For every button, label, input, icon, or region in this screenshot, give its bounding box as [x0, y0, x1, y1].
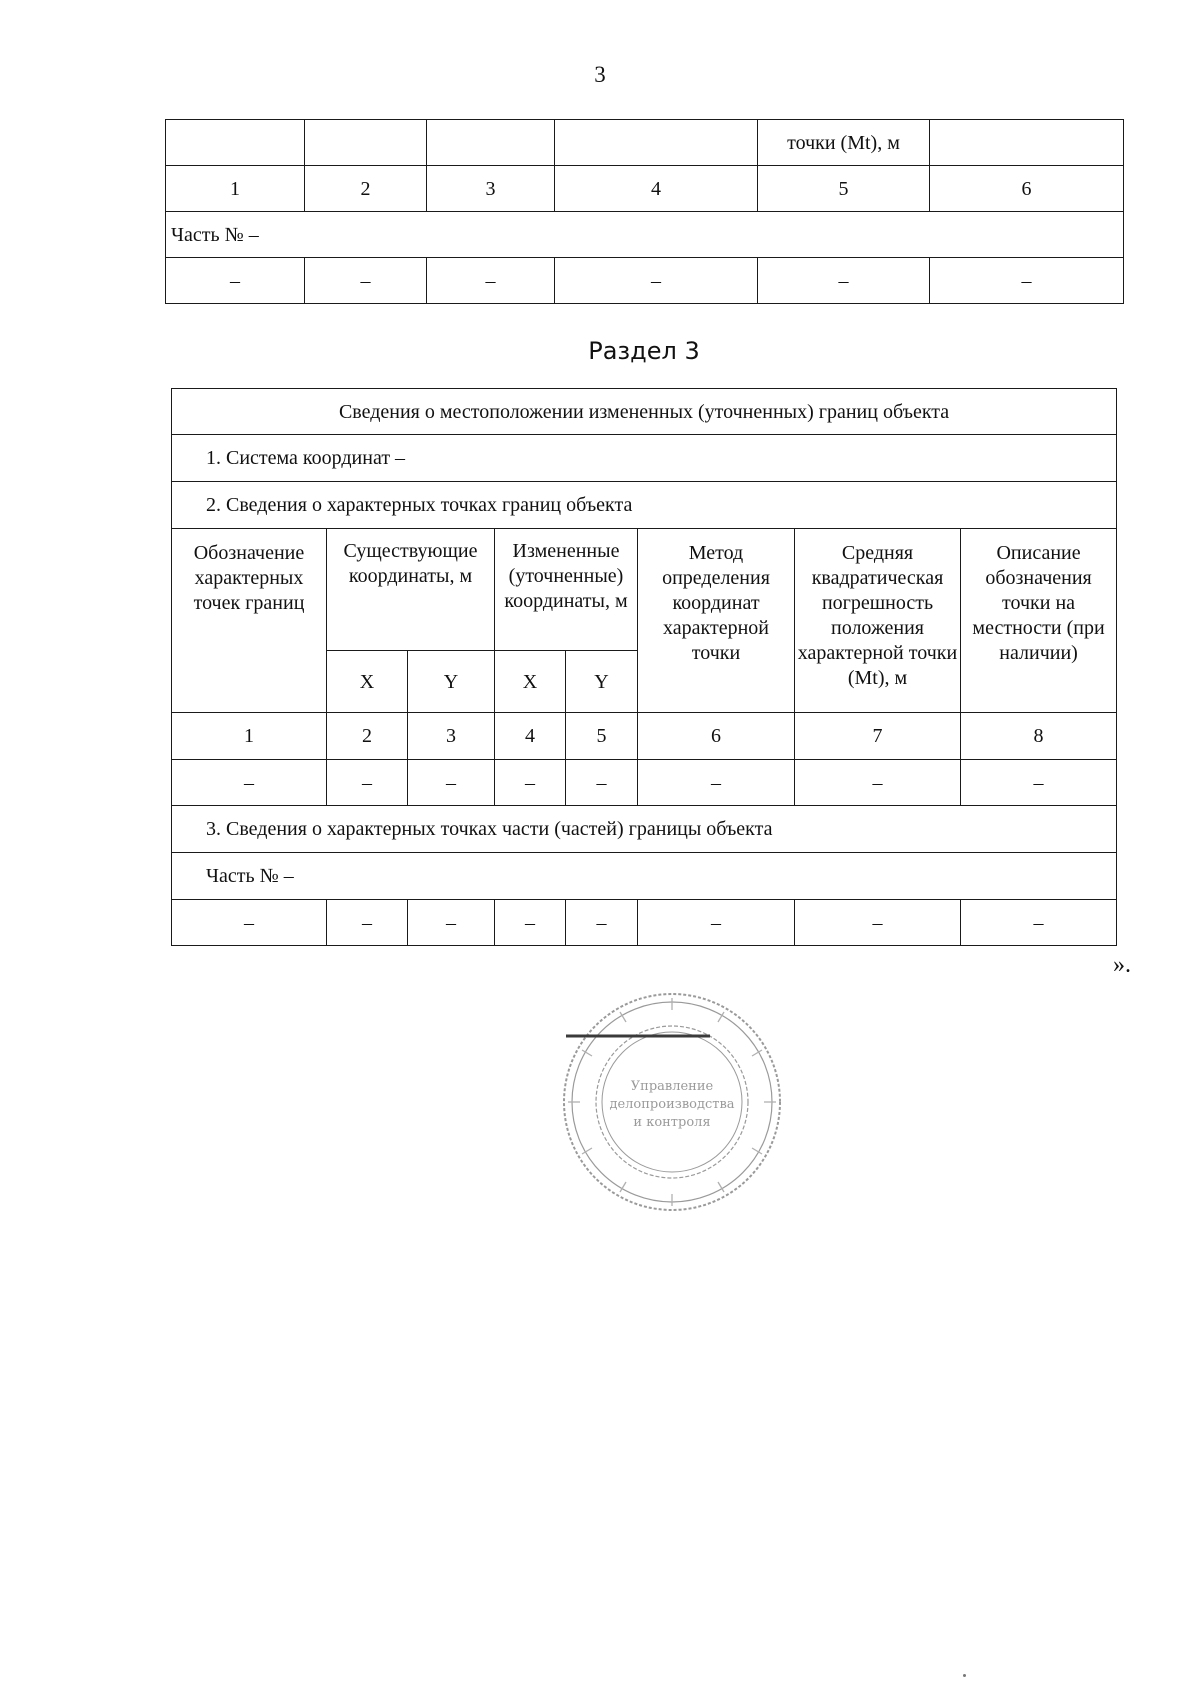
- section-title: Раздел 3: [588, 337, 700, 365]
- dash-cell: –: [566, 900, 638, 946]
- header-method: Метод определения координат характерной точки: [638, 529, 795, 713]
- dash-cell: –: [172, 900, 327, 946]
- column-number: 1: [166, 166, 305, 212]
- column-number: 6: [930, 166, 1124, 212]
- dash-cell: –: [495, 760, 566, 806]
- table-row-column-numbers: [166, 166, 1124, 212]
- header-changed-coords: Измененные (уточненные) координаты, м: [495, 529, 638, 651]
- dash-cell: –: [327, 760, 408, 806]
- points-heading: 2. Сведения о характерных точках границ объекта: [172, 482, 1117, 529]
- table-row: [166, 120, 1124, 166]
- table-row-dashes: [172, 760, 1117, 806]
- dash-cell: –: [408, 900, 495, 946]
- dash-cell: –: [638, 900, 795, 946]
- part-label: Часть № –: [172, 853, 1117, 900]
- column-number: 6: [638, 713, 795, 760]
- table-cell: [305, 120, 427, 166]
- table-row-dashes: [166, 258, 1124, 304]
- column-number: 8: [961, 713, 1117, 760]
- table-row-column-numbers: [172, 713, 1117, 760]
- stamp-text: Управление: [630, 1079, 714, 1094]
- closing-quote: ».: [1113, 952, 1131, 978]
- column-number: 3: [427, 166, 555, 212]
- dash-cell: –: [408, 760, 495, 806]
- table-row-coord-system: [172, 435, 1117, 482]
- dash-cell: –: [566, 760, 638, 806]
- dash-cell: –: [795, 900, 961, 946]
- table-row-part-dashes: [172, 900, 1117, 946]
- dash-cell: –: [427, 258, 555, 304]
- header-x: X: [495, 651, 566, 713]
- column-number: 3: [408, 713, 495, 760]
- header-description: Описание обозначения точки на местности (при наличии): [961, 529, 1117, 713]
- dash-cell: –: [327, 900, 408, 946]
- table-row-part: [172, 853, 1117, 900]
- dash-cell: –: [166, 258, 305, 304]
- table-row-part: [166, 212, 1124, 258]
- column-number: 5: [758, 166, 930, 212]
- header-cell-error: точки (Mt), м: [758, 120, 930, 166]
- section3-table: [171, 388, 1117, 946]
- header-designation: Обозначение характерных точек границ: [172, 529, 327, 713]
- page-number: 3: [594, 62, 606, 87]
- column-number: 4: [555, 166, 758, 212]
- dash-cell: –: [305, 258, 427, 304]
- column-number: 4: [495, 713, 566, 760]
- header-y: Y: [566, 651, 638, 713]
- dash-cell: –: [638, 760, 795, 806]
- continued-table: [165, 119, 1124, 304]
- table-row-title: [172, 389, 1117, 435]
- dash-cell: –: [961, 900, 1117, 946]
- table-cell: [166, 120, 305, 166]
- table-row-parts-heading: [172, 806, 1117, 853]
- dash-cell: –: [930, 258, 1124, 304]
- table-row-points-heading: [172, 482, 1117, 529]
- header-x: X: [327, 651, 408, 713]
- coord-system: 1. Система координат –: [172, 435, 1117, 482]
- column-number: 2: [305, 166, 427, 212]
- header-error: Средняя квадратическая погрешность положения характерной точки (Mt), м: [795, 529, 961, 713]
- dash-cell: –: [495, 900, 566, 946]
- column-number: 7: [795, 713, 961, 760]
- part-label: Часть № –: [166, 212, 1124, 258]
- scan-speck: [963, 1674, 966, 1677]
- dash-cell: –: [961, 760, 1117, 806]
- table-header-row: [172, 529, 1117, 651]
- dash-cell: –: [555, 258, 758, 304]
- official-stamp: [560, 990, 785, 1215]
- header-y: Y: [408, 651, 495, 713]
- dash-cell: –: [758, 258, 930, 304]
- table-cell: [930, 120, 1124, 166]
- column-number: 1: [172, 713, 327, 760]
- dash-cell: –: [172, 760, 327, 806]
- column-number: 2: [327, 713, 408, 760]
- table-cell: [555, 120, 758, 166]
- table-cell: [427, 120, 555, 166]
- stamp-text: делопроизводства: [609, 1097, 735, 1112]
- parts-heading: 3. Сведения о характерных точках части (частей) границы объекта: [172, 806, 1117, 853]
- table-title: Сведения о местоположении измененных (уточненных) границ объекта: [172, 389, 1117, 435]
- stamp-text: и контроля: [633, 1115, 711, 1130]
- column-number: 5: [566, 713, 638, 760]
- header-existing-coords: Существующие координаты, м: [327, 529, 495, 651]
- dash-cell: –: [795, 760, 961, 806]
